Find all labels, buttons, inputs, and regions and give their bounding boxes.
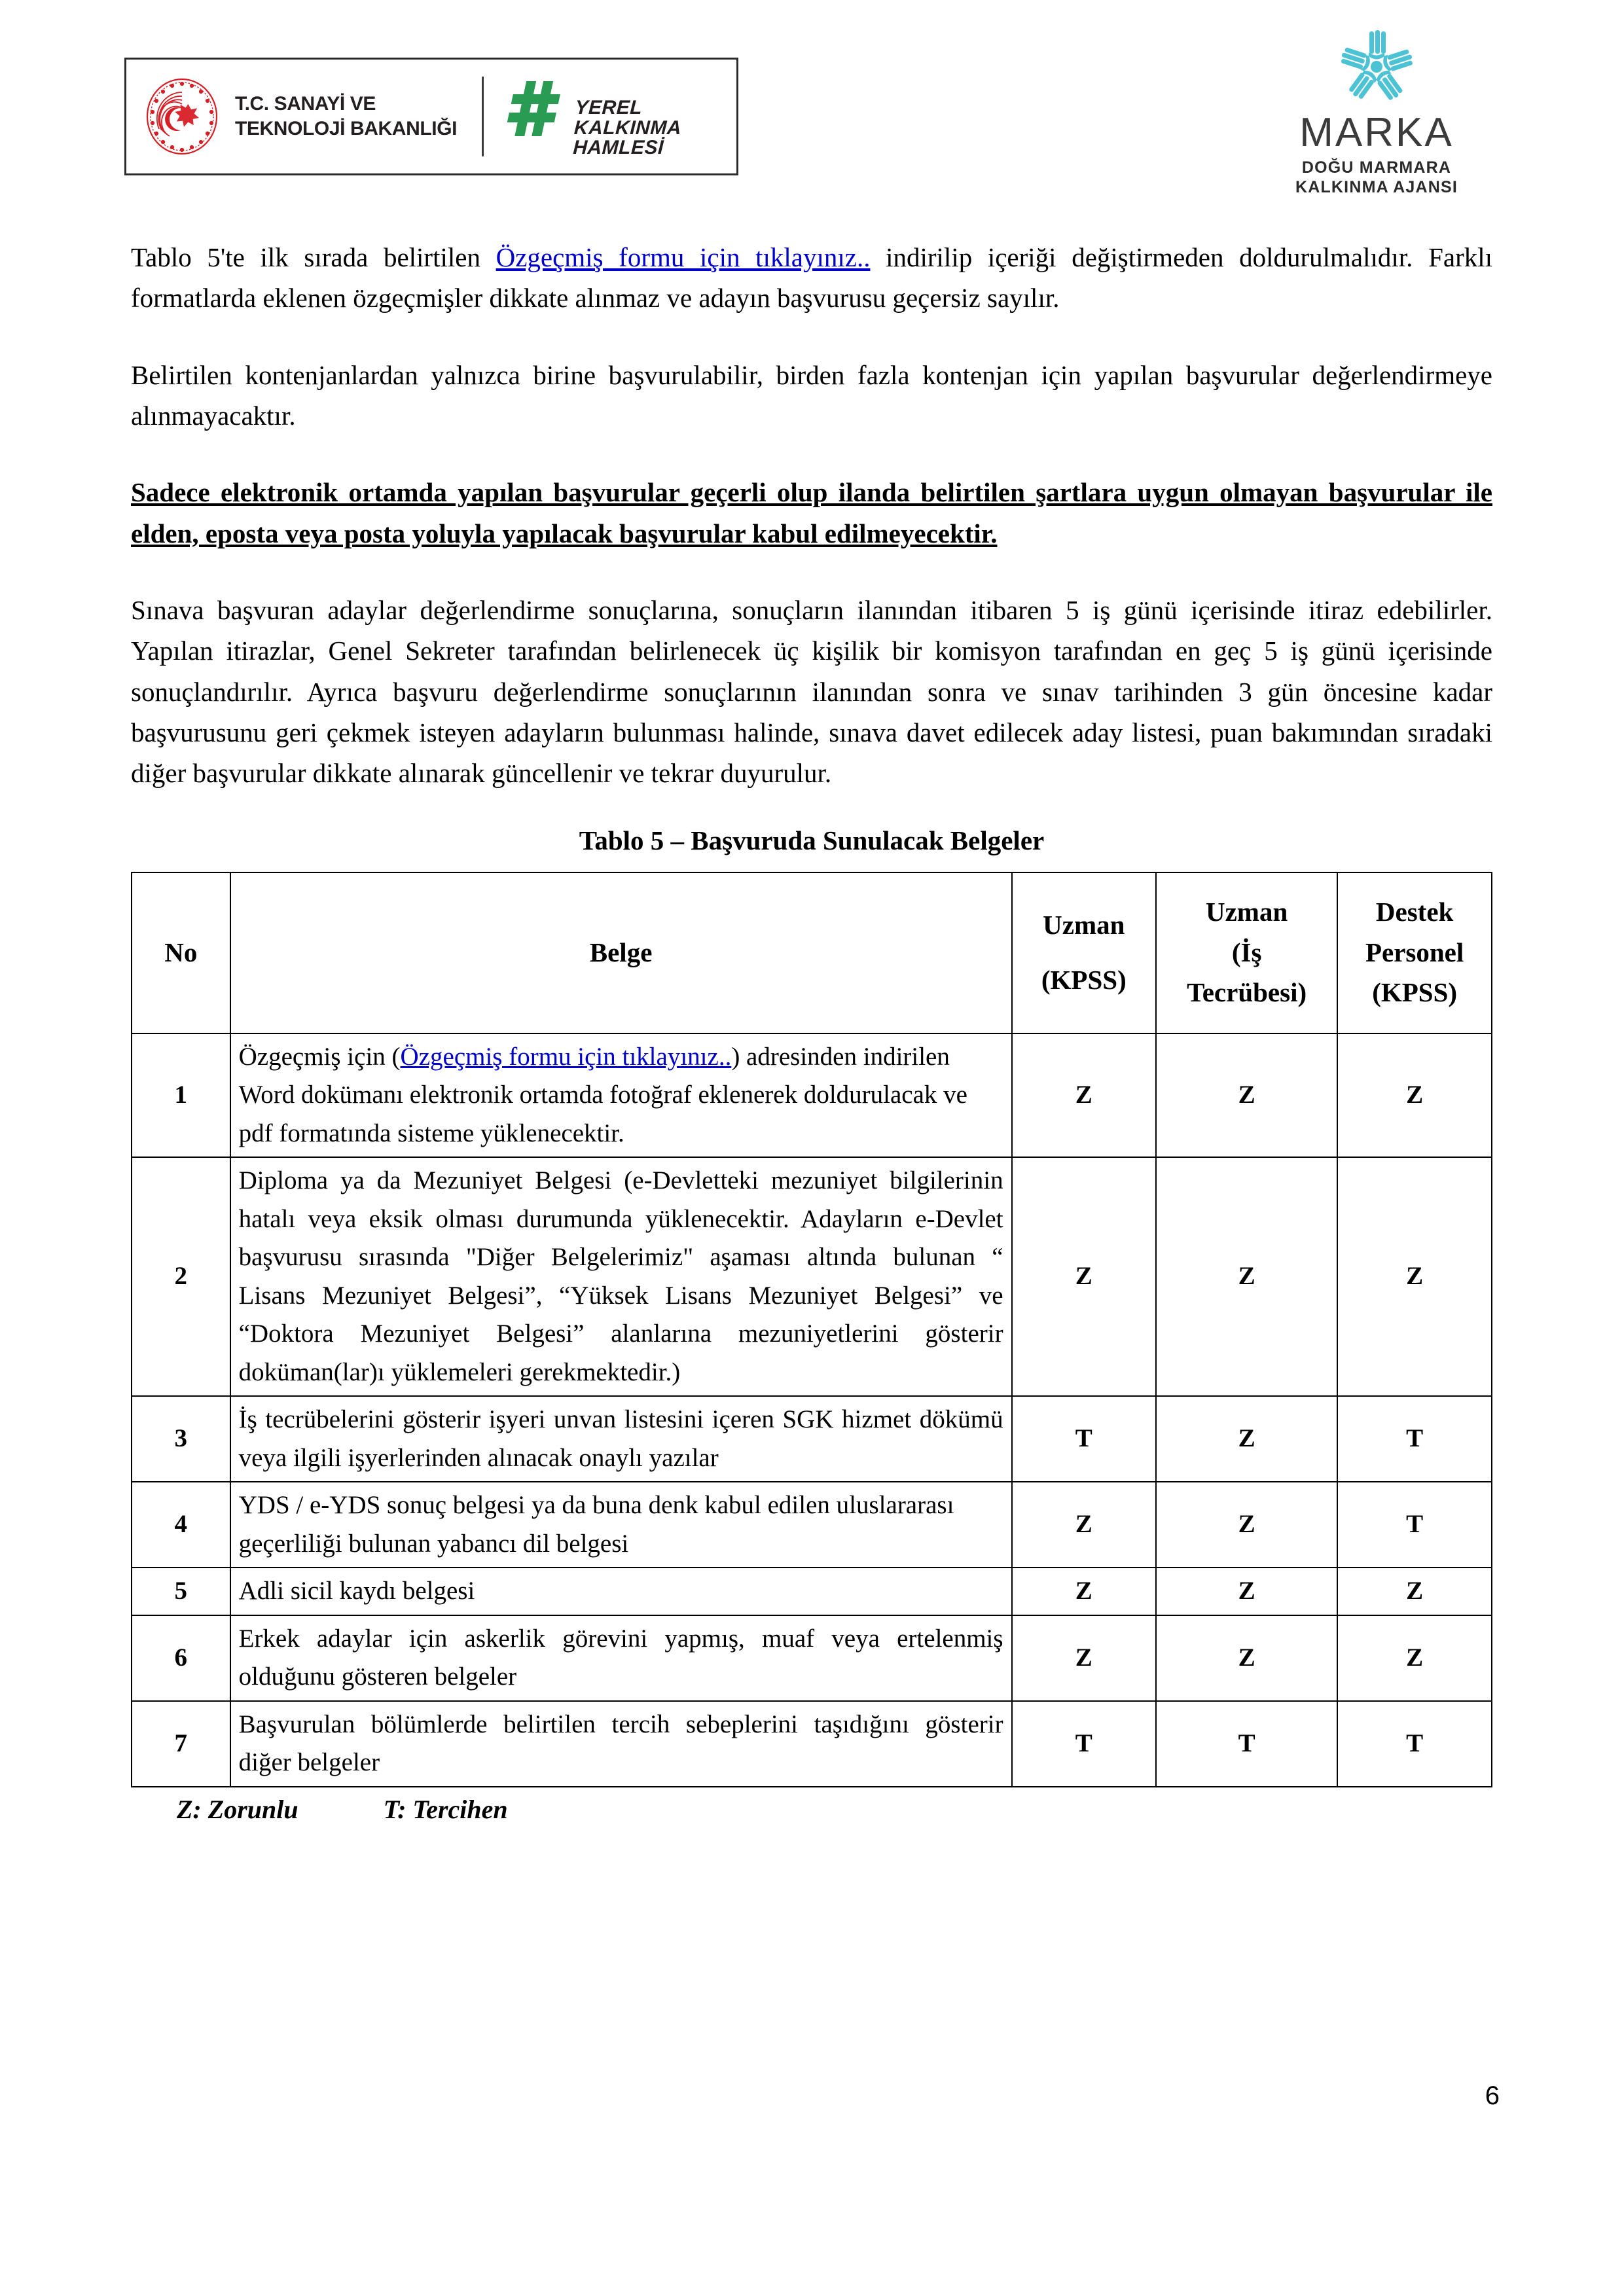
row-destek-value: Z: [1337, 1615, 1492, 1701]
column-header-uzman-is-tecrubesi: [1156, 872, 1337, 1033]
row-uzman-kpss-value: Z: [1012, 1568, 1156, 1615]
row-uzman-is-value: T: [1156, 1701, 1337, 1787]
column-header-uzman-is-line2: (İş: [1231, 937, 1262, 967]
row-destek-value: Z: [1337, 1033, 1492, 1158]
row-uzman-kpss-value: Z: [1012, 1615, 1156, 1701]
row-number: 7: [132, 1701, 230, 1787]
column-header-destek-line1: Destek: [1375, 897, 1454, 927]
column-header-destek-line2: Personel: [1365, 937, 1464, 967]
table-row: [132, 1157, 1492, 1396]
row-number: 5: [132, 1568, 230, 1615]
marka-subtitle-line1: DOĞU MARMARA: [1301, 158, 1452, 177]
legend-tercihen: T: Tercihen: [383, 1794, 508, 1824]
turkish-republic-seal-icon: [143, 78, 221, 155]
hamle-line-1: YEREL: [574, 97, 643, 119]
table-caption: Tablo 5 – Başvuruda Sunulacak Belgeler: [579, 825, 1045, 856]
ministry-name: [235, 92, 457, 141]
row-uzman-kpss-value: T: [1012, 1701, 1156, 1787]
row-uzman-kpss-value: Z: [1012, 1033, 1156, 1158]
ministry-name-line2: TEKNOLOJİ BAKANLIĞI: [235, 118, 458, 139]
row1-text-before-link: Özgeçmiş için (: [238, 1042, 401, 1071]
hamle-line-2: KALKINMA: [573, 117, 682, 139]
row-document-description: YDS / e-YDS sonuç belgesi ya da buna denk kabul edilen uluslararası geçerliliği bulunan yabancı dil belgesi: [230, 1482, 1012, 1568]
column-header-destek-personel: [1337, 872, 1492, 1033]
table-legend: [131, 1794, 1492, 1825]
row-number: 4: [132, 1482, 230, 1568]
row-document-description: İş tecrübelerini gösterir işyeri unvan listesini içeren SGK hizmet dökümü veya ilgili işyerlerinden alınacak onaylı yazılar: [230, 1396, 1012, 1482]
table-header-row: [132, 872, 1492, 1033]
column-header-uzman-kpss: [1012, 872, 1156, 1033]
row1-text-after-link: ) adresinden indirilen Word dokümanı elektronik ortamda fotoğraf eklenerek doldurulacak ve pdf formatında sisteme yüklenecektir.: [238, 1042, 967, 1147]
hamle-line-3: HAMLESİ: [572, 137, 664, 159]
logo-divider: [482, 77, 484, 156]
column-header-destek-line3: (KPSS): [1372, 977, 1458, 1008]
hamle-wordmark: [573, 98, 683, 158]
ministry-logo: [126, 78, 457, 155]
column-header-uzman-is-line1: Uzman: [1206, 897, 1288, 927]
paragraph-2: Belirtilen kontenjanlardan yalnızca birine başvurulabilir, birden fazla kontenjan için yapılan başvurular değerlendirmeye alınmayacaktır.: [131, 359, 1492, 431]
row-uzman-is-value: Z: [1156, 1482, 1337, 1568]
legend-zorunlu: Z: Zorunlu: [177, 1794, 298, 1824]
document-content: [131, 237, 1492, 1825]
table-row: [132, 1701, 1492, 1787]
yerel-kalkinma-hamlesi-logo: [507, 75, 681, 158]
page-header: [0, 0, 1624, 216]
row-uzman-is-value: Z: [1156, 1396, 1337, 1482]
row-number: 3: [132, 1396, 230, 1482]
row-uzman-is-value: Z: [1156, 1568, 1337, 1615]
column-header-belge: Belge: [230, 872, 1012, 1033]
row-destek-value: Z: [1337, 1568, 1492, 1615]
row-document-description: [230, 1033, 1012, 1158]
row-uzman-kpss-value: T: [1012, 1396, 1156, 1482]
row-uzman-kpss-value: Z: [1012, 1482, 1156, 1568]
marka-wordmark: MARKA: [1299, 110, 1454, 155]
row-destek-value: T: [1337, 1482, 1492, 1568]
row-document-description: Başvurulan bölümlerde belirtilen tercih sebeplerini taşıdığını gösterir diğer belgeler: [230, 1701, 1012, 1787]
column-header-uzman-is-line3: Tecrübesi): [1187, 977, 1307, 1008]
table-row: [132, 1615, 1492, 1701]
row-document-description: Adli sicil kaydı belgesi: [230, 1568, 1012, 1615]
paragraph-4: Sınava başvuran adaylar değerlendirme sonuçlarına, sonuçların ilanından itibaren 5 iş günü içerisinde itiraz edebilirler. Yapılan itirazlar, Genel Sekreter tarafından belirlenecek üç kişilik bir komisyon tarafından en geç 5 iş günü içerisinde sonuçlandırılır. Ayrıca başvuru değerlendirme sonuçlarının ilanından sonra ve sınav tarihinden 3 gün öncesine kadar başvurusunu geri çekmek isteyen adayların bulunması halinde, sınava davet edilecek aday listesi, puan bakımından sıradaki diğer başvurular dikkate alınarak güncellenir ve tekrar duyurulur.: [131, 594, 1492, 789]
hashtag-icon: [507, 79, 568, 139]
row-document-description: Diploma ya da Mezuniyet Belgesi (e-Devletteki mezuniyet bilgilerinin hatalı veya eksik olması durumunda yüklenecektir. Adayların e-Devlet başvurusu sırasında "Diğer Belgelerimiz" aşaması altında bulunan “ Lisans Mezuniyet Belgesi”, “Yüksek Lisans Mezuniyet Belgesi” ve “Doktora Mezuniyet Belgesi” alanlarına mezuniyetlerini gösterir doküman(lar)ı yüklemeleri gerekmektedir.): [230, 1157, 1012, 1396]
row-destek-value: T: [1337, 1396, 1492, 1482]
documents-table: [131, 872, 1492, 1787]
paragraph-1-text-after-link: indirilip içeriği değiştirmeden doldurulmalıdır. Farklı formatlarda eklenen özgeçmişler dikkate alınmaz ve adayın başvurusu geçersiz sayılır.: [131, 242, 1493, 314]
row-destek-value: Z: [1337, 1157, 1492, 1396]
row-uzman-is-value: Z: [1156, 1033, 1337, 1158]
table-head: [132, 872, 1492, 1033]
row-destek-value: T: [1337, 1701, 1492, 1787]
table-row: [132, 1396, 1492, 1482]
row-uzman-is-value: Z: [1156, 1157, 1337, 1396]
paragraph-3-emphasis: Sadece elektronik ortamda yapılan başvurular geçerli olup ilanda belirtilen şartlara uygun olmayan başvurular ile elden, eposta veya posta yoluyla yapılacak başvurular kabul edilmeyecektir.: [131, 477, 1492, 548]
ozgecmis-form-link-table[interactable]: Özgeçmiş formu için tıklayınız..: [400, 1042, 732, 1071]
paragraph-1-text-before-link: Tablo 5'te ilk sırada belirtilen: [131, 242, 496, 272]
marka-subtitle-line2: KALKINMA AJANSI: [1295, 177, 1458, 196]
row-number: 2: [132, 1157, 230, 1396]
page-number: 6: [1485, 2081, 1500, 2110]
table-body: [132, 1033, 1492, 1787]
column-header-uzman-kpss-line2: (KPSS): [1041, 965, 1127, 995]
marka-pinwheel-icon: [1239, 26, 1514, 110]
ministry-name-line1: T.C. SANAYİ VE: [235, 93, 376, 115]
row-uzman-is-value: Z: [1156, 1615, 1337, 1701]
row-document-description: Erkek adaylar için askerlik görevini yapmış, muaf veya ertelenmiş olduğunu gösteren belgeler: [230, 1615, 1012, 1701]
table-row: [132, 1033, 1492, 1158]
column-header-uzman-kpss-line1: Uzman: [1043, 909, 1125, 940]
row-uzman-kpss-value: Z: [1012, 1157, 1156, 1396]
paragraph-1: [131, 237, 1492, 319]
header-spacer: [1020, 945, 1147, 960]
marka-subtitle: [1239, 158, 1514, 197]
table-row: [132, 1482, 1492, 1568]
table-row: [132, 1568, 1492, 1615]
row-number: 6: [132, 1615, 230, 1701]
column-header-no: No: [132, 872, 230, 1033]
marka-agency-logo: [1239, 26, 1514, 197]
ministry-logo-box: [124, 58, 738, 175]
row-number: 1: [132, 1033, 230, 1158]
ozgecmis-form-link[interactable]: Özgeçmiş formu için tıklayınız..: [496, 242, 871, 272]
